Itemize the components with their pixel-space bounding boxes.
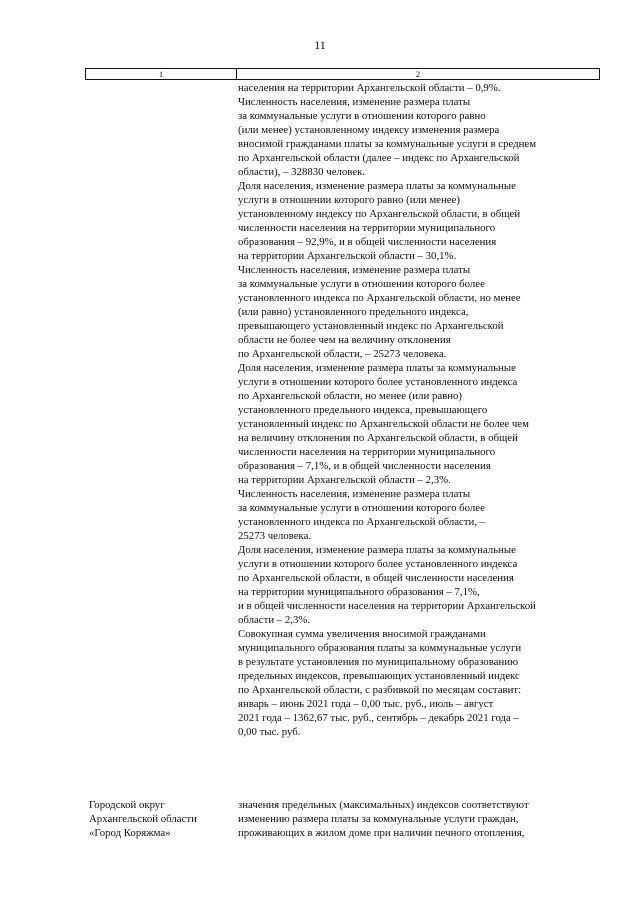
- text-line: Численность населения, изменение размера платы: [238, 96, 471, 108]
- text-line: услуги в отношении которого более установленного индекса: [238, 558, 518, 570]
- text-line: образования – 7,1%, и в общей численности населения: [238, 460, 491, 472]
- text-line: на величину отклонения по Архангельской области, в общей: [238, 432, 518, 444]
- text-line: (или менее) установленному индексу изменения размера: [238, 124, 500, 136]
- text-line: населения на территории Архангельской области – 0,9%.: [238, 82, 501, 94]
- municipality-name: [89, 798, 239, 840]
- table-header-col-1: 1: [86, 69, 237, 79]
- text-line: услуги в отношении которого равно (или менее): [238, 194, 460, 206]
- text-line: 2021 года – 1362,67 тыс. руб., сентябрь – декабрь 2021 года –: [238, 712, 519, 724]
- text-line: (или равно) установленного предельного индекса,: [238, 306, 469, 318]
- text-line: установленного предельного индекса, превышающего: [238, 404, 488, 416]
- text-line: изменению размера платы за коммунальные услуги граждан,: [238, 813, 519, 825]
- text-line: по Архангельской области, но менее (или равно): [238, 390, 463, 402]
- text-line: муниципального образования платы за коммунальные услуги: [238, 642, 522, 654]
- text-line: за коммунальные услуги в отношении которого равно: [238, 110, 486, 122]
- text-line: Доля населения, изменение размера платы за коммунальные: [238, 362, 516, 374]
- text-line: установленному индексу по Архангельской области, в общей: [238, 208, 521, 220]
- text-line: установленный индекс по Архангельской области не более чем: [238, 418, 529, 430]
- table-header-row: [85, 68, 600, 80]
- text-line: значения предельных (максимальных) индексов соответствуют: [238, 799, 529, 811]
- text-line: образования – 92,9%, и в общей численности населения: [238, 236, 497, 248]
- text-line: на территории Архангельской области – 2,3%.: [238, 474, 451, 486]
- text-line: области не более чем на величину отклонения: [238, 334, 451, 346]
- text-line: «Город Коряжма»: [89, 827, 171, 839]
- text-line: на территории Архангельской области – 30,1%.: [238, 250, 457, 262]
- text-line: Численность населения, изменение размера платы: [238, 264, 471, 276]
- text-line: области – 2,3%.: [238, 614, 311, 626]
- text-line: Доля населения, изменение размера платы за коммунальные: [238, 544, 516, 556]
- text-line: установленного индекса по Архангельской области, но менее: [238, 292, 521, 304]
- page-number: 11: [314, 38, 326, 52]
- text-line: за коммунальные услуги в отношении которого более: [238, 502, 485, 514]
- text-line: в результате установления по муниципальному образованию: [238, 656, 519, 668]
- text-line: вносимой гражданами платы за коммунальные услуги в среднем: [238, 138, 537, 150]
- text-line: установленного индекса по Архангельской области, –: [238, 516, 486, 528]
- text-line: по Архангельской области (далее – индекс по Архангельской: [238, 152, 520, 164]
- text-line: Архангельской области: [89, 813, 197, 825]
- text-line: 25273 человека.: [238, 530, 312, 542]
- text-line: проживающих в жилом доме при наличии печного отопления,: [238, 827, 525, 839]
- text-line: превышающего установленный индекс по Архангельской: [238, 320, 504, 332]
- text-line: области), – 328830 человек.: [238, 166, 366, 178]
- text-line: Городской округ: [89, 799, 165, 811]
- text-line: численности населения на территории муниципального: [238, 222, 496, 234]
- text-line: по Архангельской области, в общей численности населения: [238, 572, 514, 584]
- text-line: и в общей численности населения на территории Архангельской: [238, 600, 536, 612]
- text-line: Совокупная сумма увеличения вносимой гражданами: [238, 628, 486, 640]
- text-line: численности населения на территории муниципального: [238, 446, 496, 458]
- table-header-col-2: 2: [415, 69, 421, 79]
- text-line: январь – июнь 2021 года – 0,00 тыс. руб., июль – август: [238, 698, 494, 710]
- text-line: Численность населения, изменение размера платы: [238, 488, 471, 500]
- text-line: по Архангельской области, с разбивкой по месяцам составит:: [238, 684, 522, 696]
- text-line: по Архангельской области, – 25273 человека.: [238, 348, 447, 360]
- text-line: на территории муниципального образования – 7,1%,: [238, 586, 480, 598]
- text-line: 0,00 тыс. руб.: [238, 726, 301, 738]
- row-description-text: [238, 798, 603, 840]
- text-line: услуги в отношении которого более установленного индекса: [238, 376, 518, 388]
- text-line: за коммунальные услуги в отношении которого более: [238, 278, 485, 290]
- text-line: предельных индексов, превышающих установленный индекс: [238, 670, 520, 682]
- content-cell-text: [238, 81, 603, 739]
- text-line: Доля населения, изменение размера платы за коммунальные: [238, 180, 516, 192]
